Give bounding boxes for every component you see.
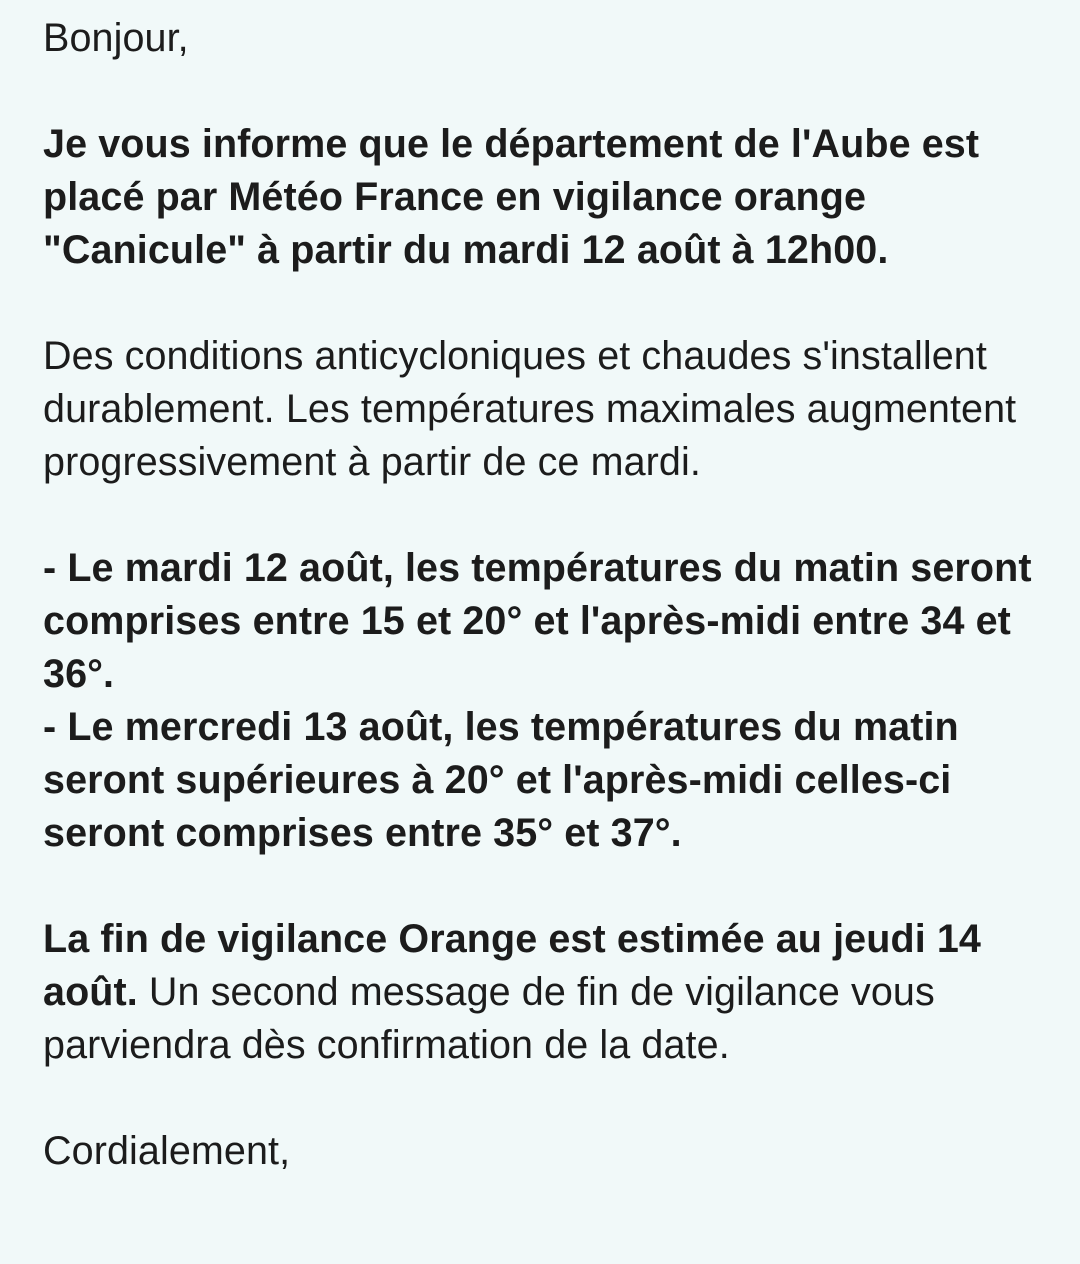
forecast-list [43, 542, 1040, 860]
forecast-item-wednesday: - Le mercredi 13 août, les températures du matin seront supérieures à 20° et l'après-midi celles-ci seront comprises entre 35° et 37°. [43, 705, 959, 855]
forecast-item-tuesday: - Le mardi 12 août, les températures du matin seront comprises entre 15 et 20° et l'après-midi entre 34 et 36°. [43, 546, 1032, 696]
closing-text: Cordialement, [43, 1129, 291, 1173]
alert-paragraph: Je vous informe que le département de l'Aube est placé par Météo France en vigilance orange "Canicule" à partir du mardi 12 août à 12h00. [43, 122, 980, 272]
conditions-paragraph: Des conditions anticycloniques et chaudes s'installent durablement. Les températures maximales augmentent progressivement à partir de ce mardi. [43, 334, 1017, 484]
end-of-alert-date: La fin de vigilance Orange est estimée au jeudi 14 août. [43, 917, 981, 1014]
end-of-alert-paragraph [43, 913, 1040, 1072]
end-of-alert-note: Un second message de fin de vigilance vous parviendra dès confirmation de la date. [43, 970, 935, 1067]
greeting-text: Bonjour, [43, 16, 189, 60]
